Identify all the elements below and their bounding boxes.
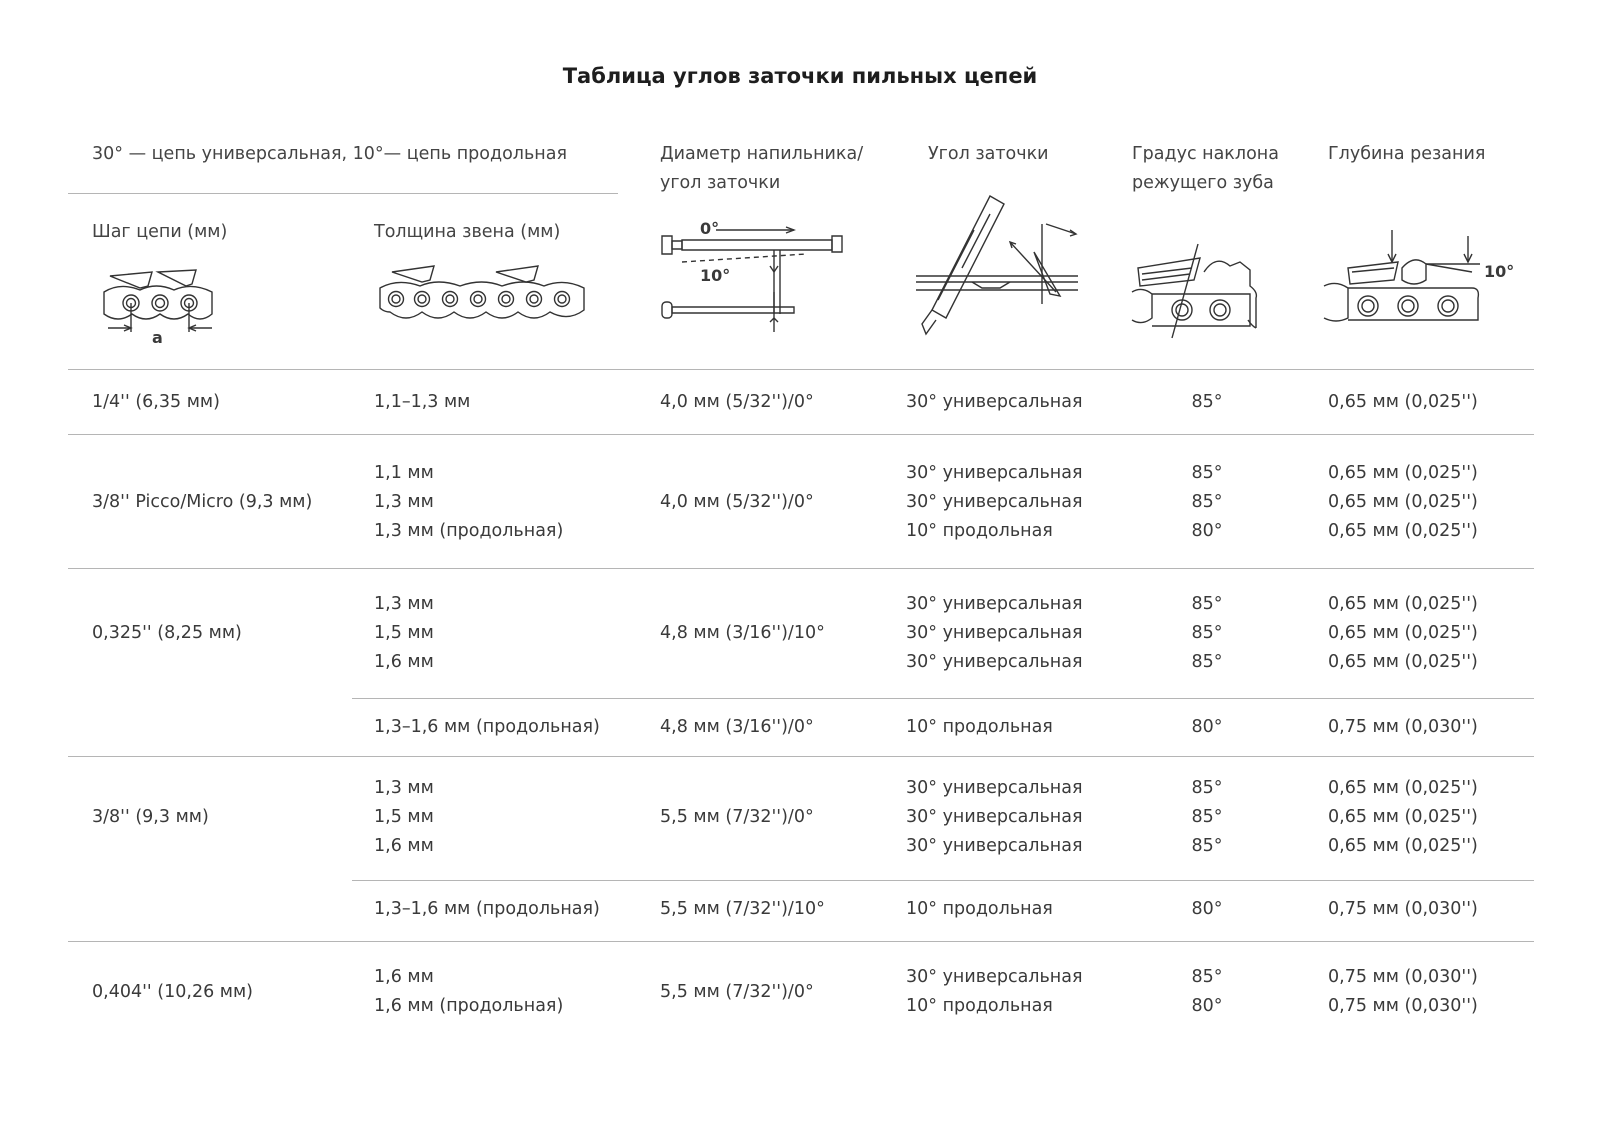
cell-line: 1,6 мм <box>374 967 434 987</box>
row-3-pitch: 0,325'' (8,25 мм) <box>92 623 242 643</box>
cell-line: 1,3–1,6 мм (продольная) <box>374 717 600 737</box>
sharpening-angle-figure <box>912 192 1094 344</box>
file-holder-figure <box>656 222 856 334</box>
cell-line: 1,3 мм <box>374 492 434 512</box>
cell-line: 85° <box>1191 492 1223 512</box>
cell-line: 1,6 мм <box>374 652 434 672</box>
row-5-angle <box>906 774 1082 861</box>
header-tooth-line1: Градус наклона <box>1132 144 1279 164</box>
depth-gauge-figure <box>1322 228 1482 336</box>
row-2-file: 4,0 мм (5/32'')/0° <box>660 492 814 512</box>
cell-line: 30° универсальная <box>906 836 1083 856</box>
cell-line: 0,65 мм (0,025'') <box>1328 623 1478 643</box>
row-2-pitch: 3/8'' Picco/Micro (9,3 мм) <box>92 492 313 512</box>
header-depth: Глубина резания <box>1328 144 1486 164</box>
cell-line: 30° универсальная <box>906 492 1083 512</box>
cell-line: 80° <box>1191 996 1223 1016</box>
chain-gauge-figure <box>378 262 586 334</box>
row-1-depth <box>1328 388 1478 417</box>
cell-line: 0,65 мм (0,025'') <box>1328 521 1478 541</box>
cell-line: 1,3 мм (продольная) <box>374 521 564 541</box>
cell-line: 85° <box>1191 836 1223 856</box>
file-angle-top-label: 0° <box>700 219 720 238</box>
depth-angle-label: 10° <box>1484 262 1515 281</box>
cell-line: 85° <box>1191 594 1223 614</box>
cell-line: 80° <box>1191 717 1223 737</box>
row-5-gauge <box>374 774 434 861</box>
cell-line: 85° <box>1191 623 1223 643</box>
cell-line: 30° универсальная <box>906 623 1083 643</box>
cell-line: 30° универсальная <box>906 778 1083 798</box>
cell-line: 1,6 мм (продольная) <box>374 996 564 1016</box>
row-6-file: 5,5 мм (7/32'')/10° <box>660 899 825 919</box>
rule-header-bottom <box>68 369 1534 370</box>
row-6-gauge <box>374 895 600 924</box>
row-7-file: 5,5 мм (7/32'')/0° <box>660 982 814 1002</box>
cell-line: 85° <box>1191 778 1223 798</box>
cell-line: 30° универсальная <box>906 967 1083 987</box>
row-5-file: 5,5 мм (7/32'')/0° <box>660 807 814 827</box>
cell-line: 10° продольная <box>906 996 1053 1016</box>
cell-line: 85° <box>1191 967 1223 987</box>
cell-line: 0,65 мм (0,025'') <box>1328 463 1478 483</box>
cell-line: 1,1–1,3 мм <box>374 392 471 412</box>
cell-line: 1,1 мм <box>374 463 434 483</box>
row-7-pitch: 0,404'' (10,26 мм) <box>92 982 254 1002</box>
cell-line: 80° <box>1191 521 1223 541</box>
rule-row-1 <box>68 434 1534 435</box>
row-1-angle <box>906 388 1082 417</box>
row-2-gauge <box>374 459 563 546</box>
row-4-angle <box>906 713 1053 742</box>
cell-line: 1,3 мм <box>374 778 434 798</box>
row-4-gauge <box>374 713 600 742</box>
header-file-line1: Диаметр напильника/ <box>660 144 864 164</box>
row-1-pitch: 1/4'' (6,35 мм) <box>92 392 220 412</box>
rule-row-2 <box>68 568 1534 569</box>
header-tooth <box>1132 140 1279 198</box>
cell-line: 30° универсальная <box>906 392 1083 412</box>
row-2-depth <box>1328 459 1478 546</box>
row-5-pitch: 3/8'' (9,3 мм) <box>92 807 209 827</box>
legend-text: 30° — цепь универсальная, 10°— цепь продольная <box>92 144 567 164</box>
row-3-angle <box>906 590 1082 677</box>
row-6-depth <box>1328 895 1478 924</box>
cell-line: 0,65 мм (0,025'') <box>1328 392 1478 412</box>
row-1-tooth <box>1172 388 1242 417</box>
row-2-tooth <box>1172 459 1242 546</box>
tooth-slope-figure <box>1130 240 1272 340</box>
header-subrule <box>68 193 618 194</box>
row-6-tooth <box>1172 895 1242 924</box>
cell-line: 0,65 мм (0,025'') <box>1328 492 1478 512</box>
rule-row-6 <box>68 941 1534 942</box>
header-file <box>660 140 863 198</box>
row-5-tooth <box>1172 774 1242 861</box>
cell-line: 0,65 мм (0,025'') <box>1328 836 1478 856</box>
cell-line: 10° продольная <box>906 899 1053 919</box>
row-1-file: 4,0 мм (5/32'')/0° <box>660 392 814 412</box>
header-angle: Угол заточки <box>928 144 1049 164</box>
cell-line: 80° <box>1191 899 1223 919</box>
cell-line: 0,65 мм (0,025'') <box>1328 807 1478 827</box>
row-6-angle <box>906 895 1053 924</box>
cell-line: 30° универсальная <box>906 652 1083 672</box>
cell-line: 30° универсальная <box>906 594 1083 614</box>
cell-line: 85° <box>1191 652 1223 672</box>
cell-line: 30° универсальная <box>906 463 1083 483</box>
header-pitch: Шаг цепи (мм) <box>92 222 228 242</box>
row-3-tooth <box>1172 590 1242 677</box>
row-3-gauge <box>374 590 434 677</box>
row-7-gauge <box>374 963 563 1021</box>
cell-line: 10° продольная <box>906 717 1053 737</box>
cell-line: 1,3 мм <box>374 594 434 614</box>
header-file-line2: угол заточки <box>660 173 781 193</box>
rule-row-5 <box>352 880 1534 881</box>
row-7-depth <box>1328 963 1478 1021</box>
row-7-tooth <box>1172 963 1242 1021</box>
row-4-depth <box>1328 713 1478 742</box>
pitch-label: a <box>152 328 163 347</box>
cell-line: 0,75 мм (0,030'') <box>1328 996 1478 1016</box>
row-7-angle <box>906 963 1082 1021</box>
page-title: Таблица углов заточки пильных цепей <box>562 64 1038 88</box>
file-angle-bottom-label: 10° <box>700 266 731 285</box>
cell-line: 30° универсальная <box>906 807 1083 827</box>
cell-line: 85° <box>1191 392 1223 412</box>
cell-line: 85° <box>1191 807 1223 827</box>
cell-line: 0,65 мм (0,025'') <box>1328 778 1478 798</box>
cell-line: 1,5 мм <box>374 807 434 827</box>
cell-line: 0,75 мм (0,030'') <box>1328 717 1478 737</box>
cell-line: 85° <box>1191 463 1223 483</box>
cell-line: 0,75 мм (0,030'') <box>1328 899 1478 919</box>
row-1-gauge <box>374 388 470 417</box>
cell-line: 0,65 мм (0,025'') <box>1328 652 1478 672</box>
row-2-angle <box>906 459 1082 546</box>
row-4-tooth <box>1172 713 1242 742</box>
cell-line: 0,65 мм (0,025'') <box>1328 594 1478 614</box>
cell-line: 1,5 мм <box>374 623 434 643</box>
cell-line: 1,3–1,6 мм (продольная) <box>374 899 600 919</box>
row-4-file: 4,8 мм (3/16'')/0° <box>660 717 814 737</box>
cell-line: 10° продольная <box>906 521 1053 541</box>
header-tooth-line2: режущего зуба <box>1132 173 1274 193</box>
row-5-depth <box>1328 774 1478 861</box>
cell-line: 0,75 мм (0,030'') <box>1328 967 1478 987</box>
rule-row-3 <box>352 698 1534 699</box>
cell-line: 1,6 мм <box>374 836 434 856</box>
row-3-file: 4,8 мм (3/16'')/10° <box>660 623 825 643</box>
header-gauge: Толщина звена (мм) <box>374 222 561 242</box>
rule-row-4 <box>68 756 1534 757</box>
row-3-depth <box>1328 590 1478 677</box>
